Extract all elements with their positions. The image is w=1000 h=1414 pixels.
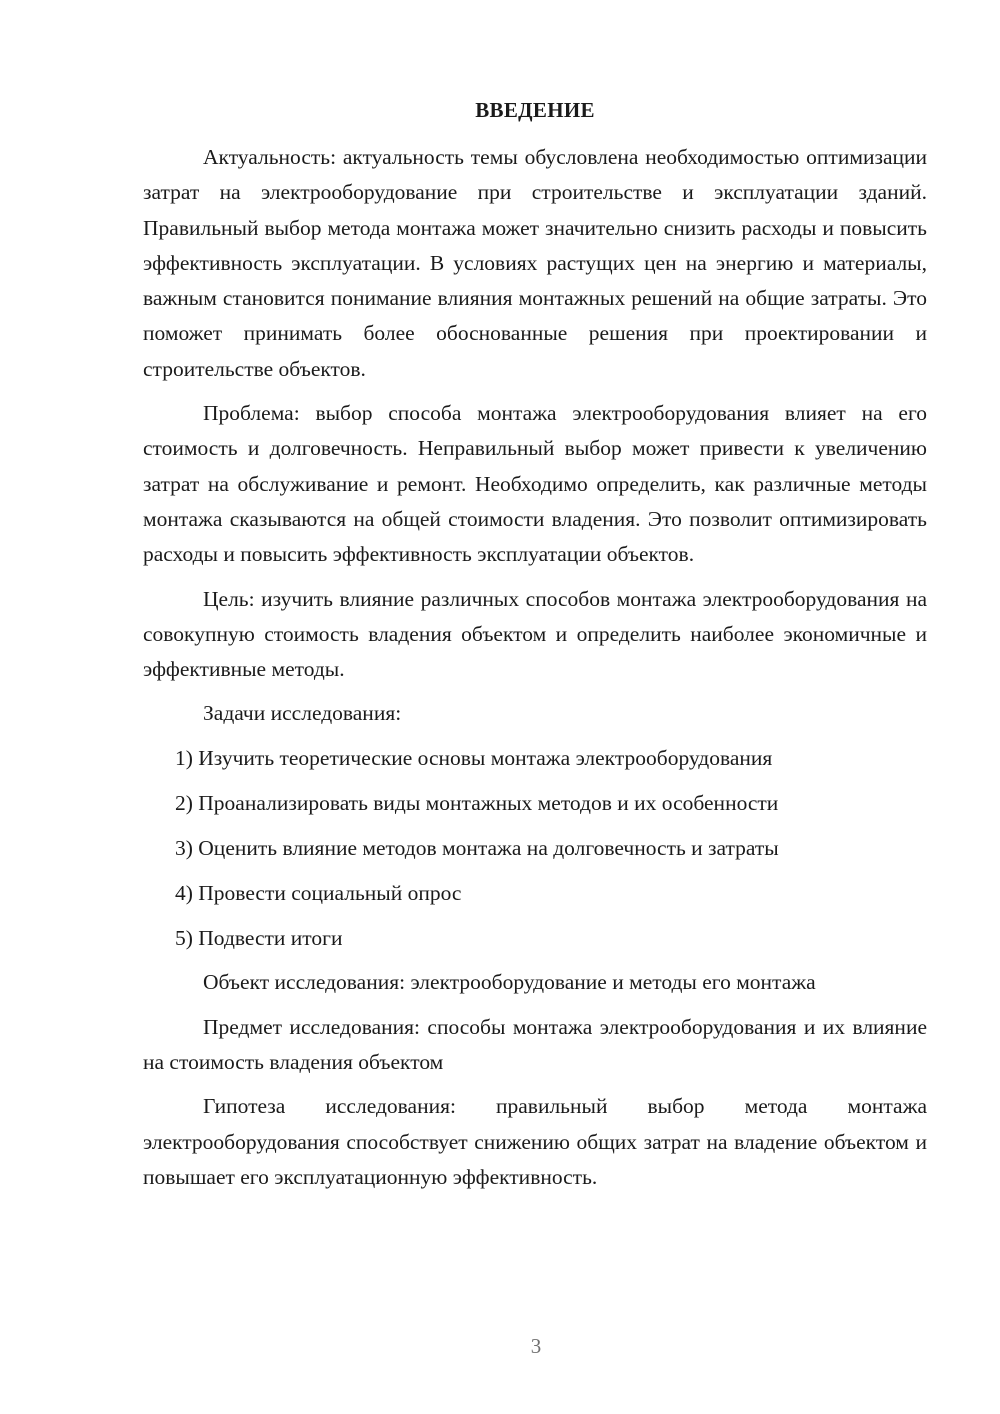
task-item: 2) Проанализировать виды монтажных методов и их особенности: [175, 790, 779, 815]
subject-paragraph: Предмет исследования: способы монтажа электрооборудования и их влияние на стоимость владения объектом: [143, 1014, 927, 1075]
page-content: [143, 94, 927, 1195]
task-item: 1) Изучить теоретические основы монтажа электрооборудования: [175, 745, 773, 770]
task-item: 4) Провести социальный опрос: [175, 881, 462, 906]
relevance-paragraph: Актуальность: актуальность темы обусловлена необходимостью оптимизации затрат на электрооборудование при строительстве и эксплуатации зданий. Правильный выбор метода монтажа может значительно снизить расходы и повысить эффективность эксплуатации. В условиях растущих цен на энергию и материалы, важным становится понимание влияния монтажных решений на общие затраты. Это поможет принимать более обоснованные решения при проектировании и строительстве объектов.: [143, 145, 927, 381]
goal-paragraph: Цель: изучить влияние различных способов монтажа электрооборудования на совокупную стоимость владения объектом и определить наиболее экономичные и эффективные методы.: [143, 586, 927, 682]
problem-paragraph: Проблема: выбор способа монтажа электрооборудования влияет на его стоимость и долговечность. Неправильный выбор может привести к увеличению затрат на обслуживание и ремонт. Необходимо определить, как различные методы монтажа сказываются на общей стоимости владения. Это позволит оптимизировать расходы и повысить эффективность эксплуатации объектов.: [143, 401, 927, 567]
tasks-list: [143, 741, 927, 957]
task-item: 5) Подвести итоги: [175, 926, 343, 951]
tasks-title: Задачи исследования:: [203, 701, 402, 726]
page-heading: ВВЕДЕНИЕ: [475, 98, 595, 122]
page-number: 3: [530, 1334, 542, 1358]
task-item: 3) Оценить влияние методов монтажа на долговечность и затраты: [175, 835, 779, 860]
object-paragraph: Объект исследования: электрооборудование и методы его монтажа: [203, 970, 816, 995]
hypothesis-paragraph: Гипотеза исследования: правильный выбор метода монтажа электрооборудования способствует снижению общих затрат на владение объектом и повышает его эксплуатационную эффективность.: [143, 1094, 927, 1189]
